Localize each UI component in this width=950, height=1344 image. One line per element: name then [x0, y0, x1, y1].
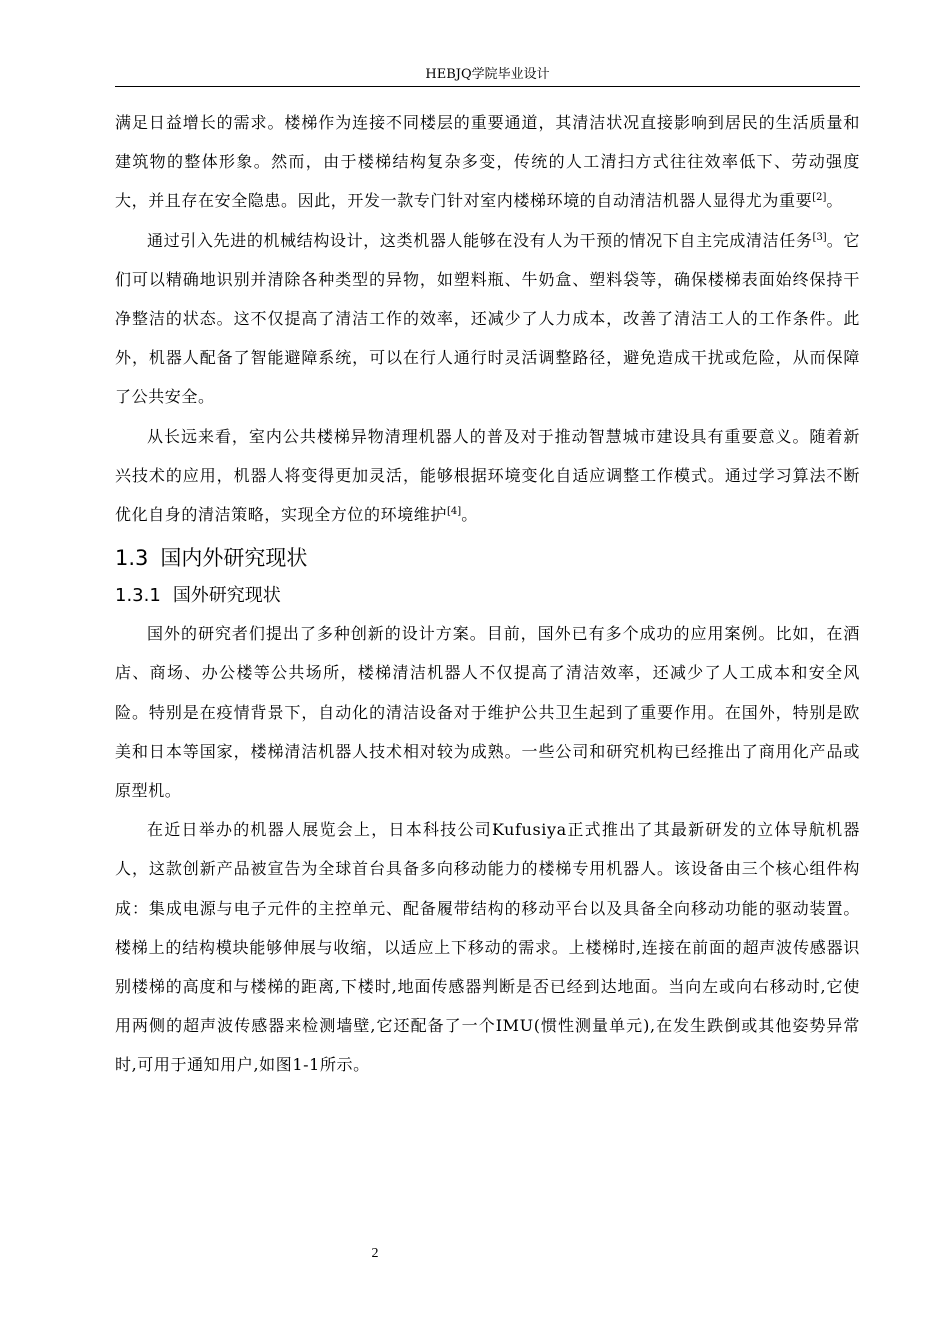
citation-4: [4]: [447, 506, 462, 518]
paragraph-4: 国外的研究者们提出了多种创新的设计方案。目前，国外已有多个成功的应用案例。比如，在酒店、商场、办公楼等公共场所，楼梯清洁机器人不仅提高了清洁效率，还减少了人工成本和安全风险。特别是在疫情背景下，自动化的清洁设备对于维护公共卫生起到了重要作用。在国外，特别是欧美和日本等国家，楼梯清洁机器人技术相对较为成熟。一些公司和研究机构已经推出了商用化产品或原型机。: [115, 624, 860, 801]
section-title: 国内外研究现状: [160, 546, 308, 571]
paragraph-3-text: 从长远来看，室内公共楼梯异物清理机器人的普及对于推动智慧城市建设具有重要意义。随着新兴技术的应用，机器人将变得更加灵活，能够根据环境变化自适应调整工作模式。通过学习算法不断优化自身的清洁策略，实现全方位的环境维护: [115, 426, 860, 525]
subsection-title: 国外研究现状: [172, 585, 281, 607]
paragraph-2-text-b: 。它们可以精确地识别并清除各种类型的异物，如塑料瓶、牛奶盒、塑料袋等，确保楼梯表面始终保持干净整洁的状态。这不仅提高了清洁工作的效率，还减少了人力成本，改善了清洁工人的工作条件。此外，机器人配备了智能避障系统，可以在行人通行时灵活调整路径，避免造成干扰或危险，从而保障了公共安全。: [115, 230, 860, 407]
subsection-heading: [115, 578, 860, 614]
paragraph-5: 在近日举办的机器人展览会上，日本科技公司Kufusiya正式推出了其最新研发的立体导航机器人，这款创新产品被宣告为全球首台具备多向移动能力的楼梯专用机器人。该设备由三个核心组件构成：集成电源与电子元件的主控单元、配备履带结构的移动平台以及具备全向移动功能的驱动装置。楼梯上的结构模块能够伸展与收缩，以适应上下移动的需求。上楼梯时,连接在前面的超声波传感器识别楼梯的高度和与楼梯的距离,下楼时,地面传感器判断是否已经到达地面。当向左或向右移动时,它使用两侧的超声波传感器来检测墙壁,它还配备了一个IMU(惯性测量单元),在发生跌倒或其他姿势异常时,可用于通知用户,如图1-1所示。: [115, 820, 860, 1075]
section-heading: [115, 538, 860, 578]
section-number: 1.3: [115, 546, 149, 571]
paragraph-1-text: 满足日益增长的需求。楼梯作为连接不同楼层的重要通道，其清洁状况直接影响到居民的生活质量和建筑物的整体形象。然而，由于楼梯结构复杂多变，传统的人工清扫方式往往效率低下、劳动强度大，并且存在安全隐患。因此，开发一款专门针对室内楼梯环境的自动清洁机器人显得尤为重要: [115, 113, 860, 211]
page-number: 2: [371, 1246, 379, 1261]
citation-3: [3]: [812, 231, 827, 243]
citation-2: [2]: [812, 192, 827, 204]
paragraph-1: [115, 103, 860, 221]
paragraph-2: [115, 221, 860, 417]
paragraph-2-text-a: 通过引入先进的机械结构设计，这类机器人能够在没有人为干预的情况下自主完成清洁任务: [147, 230, 813, 250]
running-header: HEBJQ学院毕业设计: [115, 66, 860, 87]
paragraph-3-end: 。: [461, 505, 478, 525]
page-body: [115, 103, 860, 1085]
subsection-number: 1.3.1: [115, 585, 161, 607]
paragraph-3: [115, 417, 860, 535]
paragraph-1-end: 。: [826, 191, 843, 211]
